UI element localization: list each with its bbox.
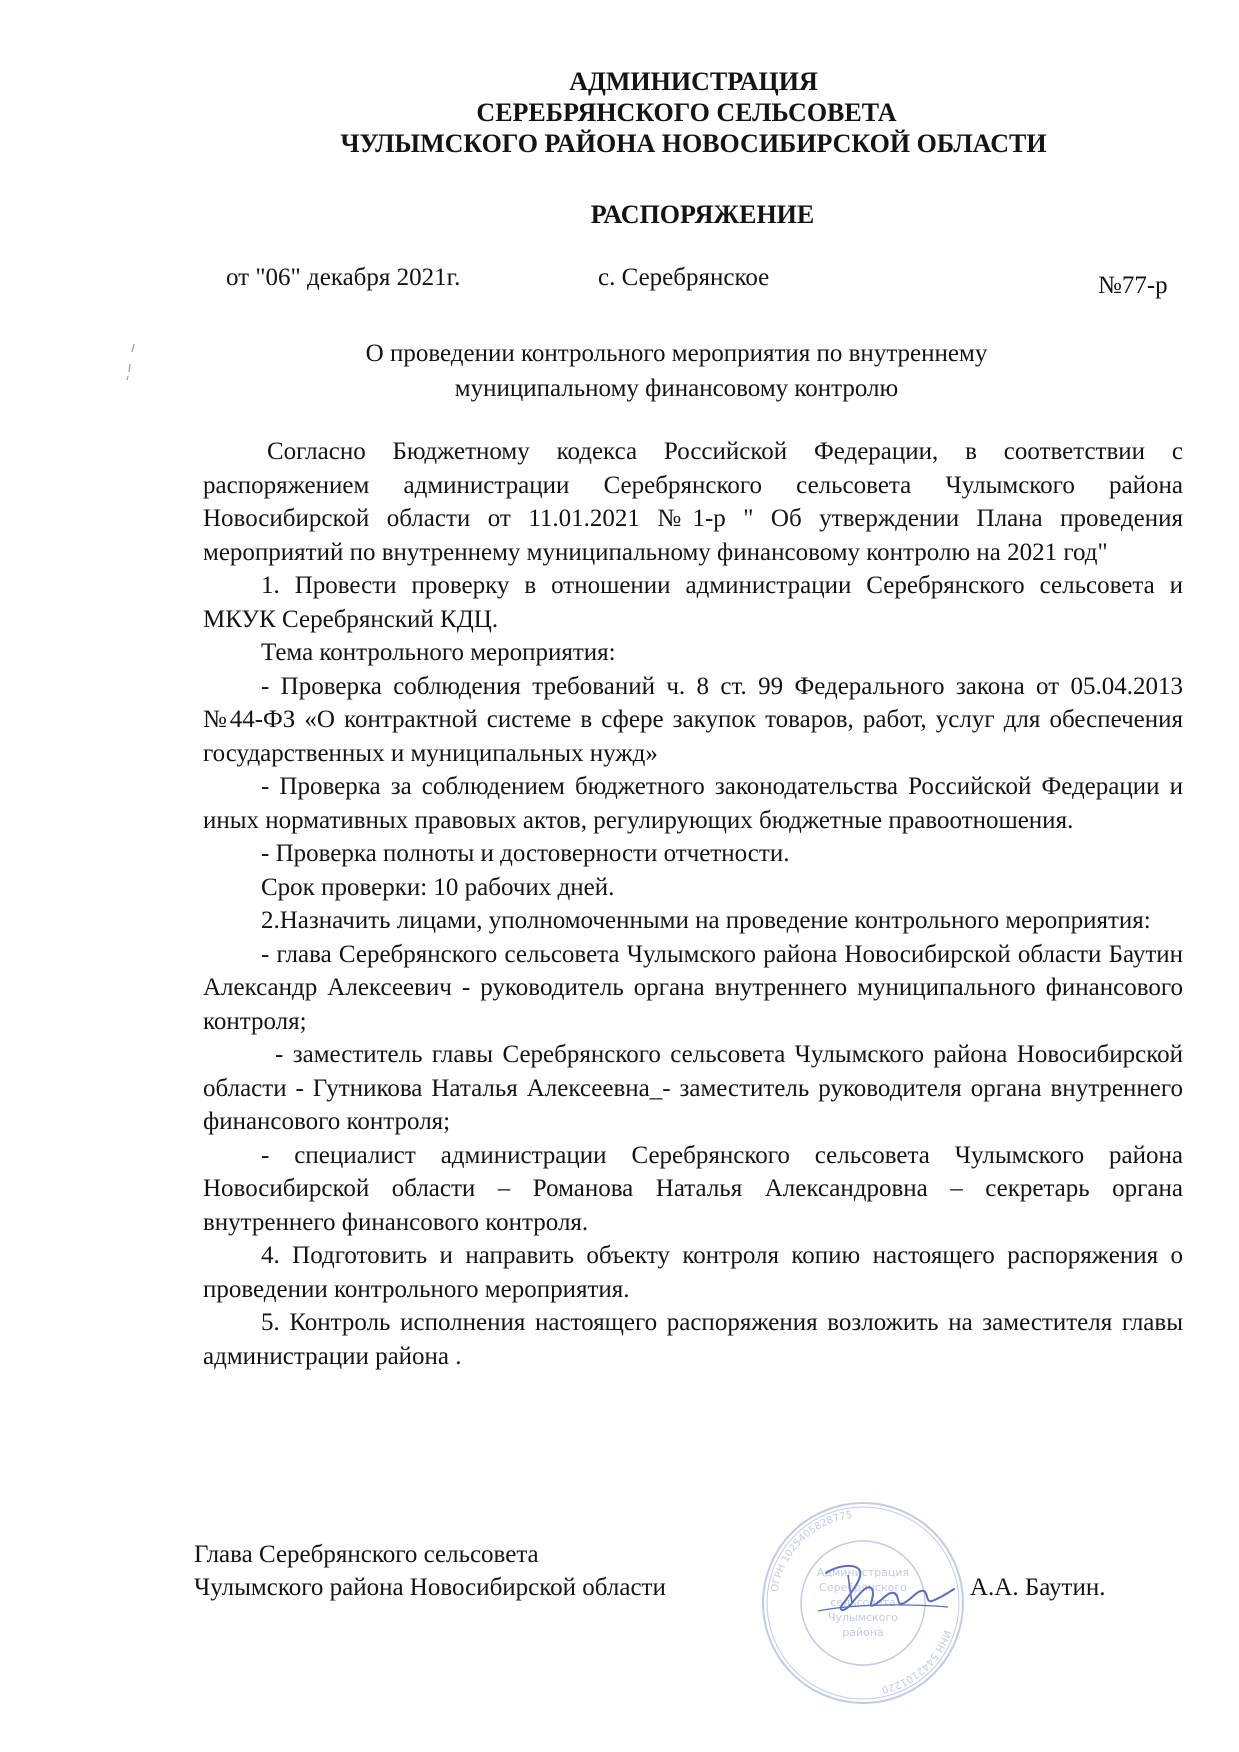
item-2-paragraph: 2.Назначить лицами, уполномоченными на проведение контрольного мероприятия: (261, 907, 1151, 934)
document-date: от "06" декабря 2021г. (226, 264, 461, 291)
org-line-1: АДМИНИСТРАЦИЯ (569, 67, 818, 96)
stamp-inner-line-4: Чулымского (828, 1611, 898, 1624)
item-1-paragraph: 1. Провести проверку в отношении администрации Серебрянского сельсовета и МКУК Серебрянский КДЦ. (203, 572, 1183, 633)
stamp-inner-line-2: Серебрянского (819, 1581, 907, 1594)
appointee-2: - заместитель главы Серебрянского сельсовета Чулымского района Новосибирской области - Гутникова Наталья Алексеевна_- заместитель руководителя органа внутреннего финансового контроля; (203, 1041, 1183, 1135)
handwritten-signature (808, 1553, 958, 1623)
appointee-3: - специалист администрации Серебрянского сельсовета Чулымского района Новосибирской области – Романова Наталья Александровна – секретарь органа внутреннего финансового контроля. (203, 1141, 1183, 1236)
topic-item-3: - Проверка полноты и достоверности отчетности. (261, 840, 790, 867)
subject-line-1: О проведении контрольного мероприятия по внутреннему (365, 340, 988, 367)
appointee-1: - глава Серебрянского сельсовета Чулымского района Новосибирской области Баутин Александр Алексеевич - руководитель органа внутреннего муниципального финансового контроля; (203, 940, 1183, 1035)
signatory-position-line-2: Чулымского района Новосибирской области (194, 1574, 666, 1601)
document-place: с. Серебрянское (598, 264, 770, 291)
organization-header (0, 66, 1239, 159)
topic-heading: Тема контрольного мероприятия: (261, 639, 616, 666)
document-number: №77-р (1098, 272, 1168, 299)
preamble-paragraph: Согласно Бюджетному кодекса Российской Федерации, в соответствии с распоряжением администрации Серебрянского сельсовета Чулымского района Новосибирской области от 11.01.2021 №1-р " Об утверждении Плана проведения мероприятий по внутреннему муниципальному финансовому контролю на 2021 год" (203, 438, 1183, 566)
stamp-inn-text: ИНН 5442101220 (880, 1628, 953, 1695)
org-line-3: ЧУЛЫМСКОГО РАЙОНА НОВОСИБИРСКОЙ ОБЛАСТИ (340, 129, 1047, 158)
stamp-inner-line-3: сельсовета (830, 1596, 896, 1609)
stamp-ogrn-text: ОГРН 1025405828775 (769, 1509, 854, 1593)
signatory-name: А.А. Баутин. (970, 1574, 1106, 1601)
item-4-paragraph: 4. Подготовить и направить объекту контроля копию настоящего распоряжения о проведении контрольного мероприятия. (203, 1242, 1183, 1303)
subject-line-2: муниципальному финансовому контролю (454, 375, 899, 402)
signatory-position (194, 1538, 666, 1604)
document-type: РАСПОРЯЖЕНИЕ (590, 200, 815, 229)
svg-text:ИНН 5442101220 (880, 1629, 952, 1695)
stamp-inner-line-5: района (842, 1626, 884, 1639)
topic-item-1: - Проверка соблюдения требований ч. 8 ст. 99 Федерального закона от 05.04.2013 №44-ФЗ «О контрактной системе в сфере закупок товаров, работ, услуг для обеспечения государственных и муниципальных нужд» (203, 672, 1183, 767)
signatory-position-line-1: Глава Серебрянского сельсовета (194, 1541, 539, 1568)
inspection-period: Срок проверки: 10 рабочих дней. (261, 873, 615, 901)
stamp-inner-line-1: Администрация (816, 1566, 910, 1579)
document-subject (0, 336, 1239, 406)
org-line-2: СЕРЕБРЯНСКОГО СЕЛЬСОВЕТА (476, 98, 897, 127)
document-body (203, 435, 1183, 1373)
topic-item-2: - Проверка за соблюдением бюджетного законодательства Российской Федерации и иных нормативных правовых актов, регулирующих бюджетные правоотношения. (203, 773, 1183, 834)
item-5-paragraph: 5. Контроль исполнения настоящего распоряжения возложить на заместителя главы администрации района . (203, 1309, 1183, 1370)
